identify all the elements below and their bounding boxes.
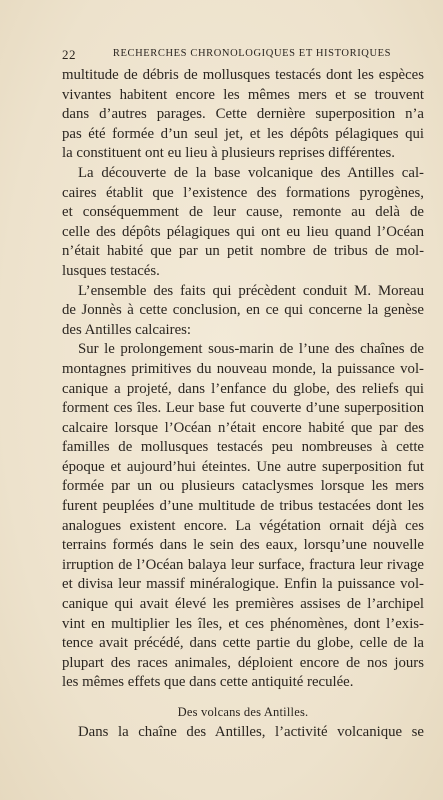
running-title: RECHERCHES CHRONOLOGIQUES ET HISTORIQUES <box>112 48 392 59</box>
section-heading: Des volcans des Antilles. <box>177 705 309 719</box>
text-line: et divisa leur massif minéralogique. Enfin la puissance vol- <box>62 576 424 593</box>
text-line: tence avait précédé, dans cette partie du globe, celle de la <box>62 635 424 652</box>
text-line: Dans la chaîne des Antilles, l’activité volcanique se <box>78 724 424 740</box>
text-line: formée par un ou plusieurs cataclysmes lorsque les mers <box>62 478 424 495</box>
text-line: pas été formée d’un seul jet, et les dépôts pélagiques qui <box>62 125 424 142</box>
text-line: dans d’autres parages. Cette dernière superposition n’a <box>62 106 424 123</box>
text-line: n’était habité que par un petit nombre de tribus de mol- <box>62 243 424 260</box>
text-line: familles de mollusques testacés peu nombreuses à cette <box>62 439 424 456</box>
text-line: furent peuplées d’une multitude de tribus testacées dont les <box>62 498 424 515</box>
text-line: Sur le prolongement sous-marin de l’une des chaînes de <box>78 341 424 358</box>
text-line: caires établit que l’existence des formations pyrogènes, <box>62 184 424 201</box>
text-line: multitude de débris de mollusques testacés dont les espèces <box>62 67 424 83</box>
text-line: vint en multiplier les îles, et ces phénomènes, dont l’exis- <box>62 615 424 632</box>
text-line: époque et aujourd’hui éteintes. Une autre superposition fut <box>62 458 424 475</box>
text-line: calcaire lorsque l’Océan n’était encore habité que par des <box>62 419 424 436</box>
text-line: la constituent ont eu lieu à plusieurs reprises différentes. <box>62 145 395 162</box>
text-line: canique a projeté, dans l’enfance du globe, des reliefs qui <box>62 380 424 397</box>
text-line: forment ces îles. Leur base fut couverte d’une superposition <box>62 400 424 417</box>
text-line: canique qui avait élevé les premières assises de l’archipel <box>62 596 424 613</box>
running-head <box>62 47 424 63</box>
text-line: terrains formés dans le sein des eaux, lorsqu’une nouvelle <box>62 537 424 554</box>
text-line: La découverte de la base volcanique des Antilles cal- <box>78 164 424 181</box>
text-line: lusques testacés. <box>62 262 160 279</box>
text-line: L’ensemble des faits qui précèdent conduit M. Moreau <box>78 282 424 299</box>
text-line: plupart des races animales, déploient encore de nos jours <box>62 654 424 671</box>
text-line: de Jonnès à cette conclusion, en ce qui concerne la genèse <box>62 302 424 319</box>
text-line: des Antilles calcaires: <box>62 321 192 338</box>
text-line: vivantes habitent encore les mêmes mers et se trouvent <box>62 86 424 103</box>
text-line: analogues existent encore. La végétation ornait déjà ces <box>62 517 424 534</box>
body-text <box>62 66 424 743</box>
text-line: celle des dépôts pélagiques qui ont eu lieu quand l’Océan <box>62 223 424 240</box>
text-line: les mêmes effets que dans cette antiquité reculée. <box>62 674 354 691</box>
page-number: 22 <box>62 47 76 62</box>
text-line: irruption de l’Océan balaya leur surface, fractura leur rivage <box>62 556 424 573</box>
text-line: montagnes primitives du nouveau monde, la puissance vol- <box>62 360 424 377</box>
text-line: et conséquemment de leur cause, remonte au delà de <box>62 204 424 221</box>
